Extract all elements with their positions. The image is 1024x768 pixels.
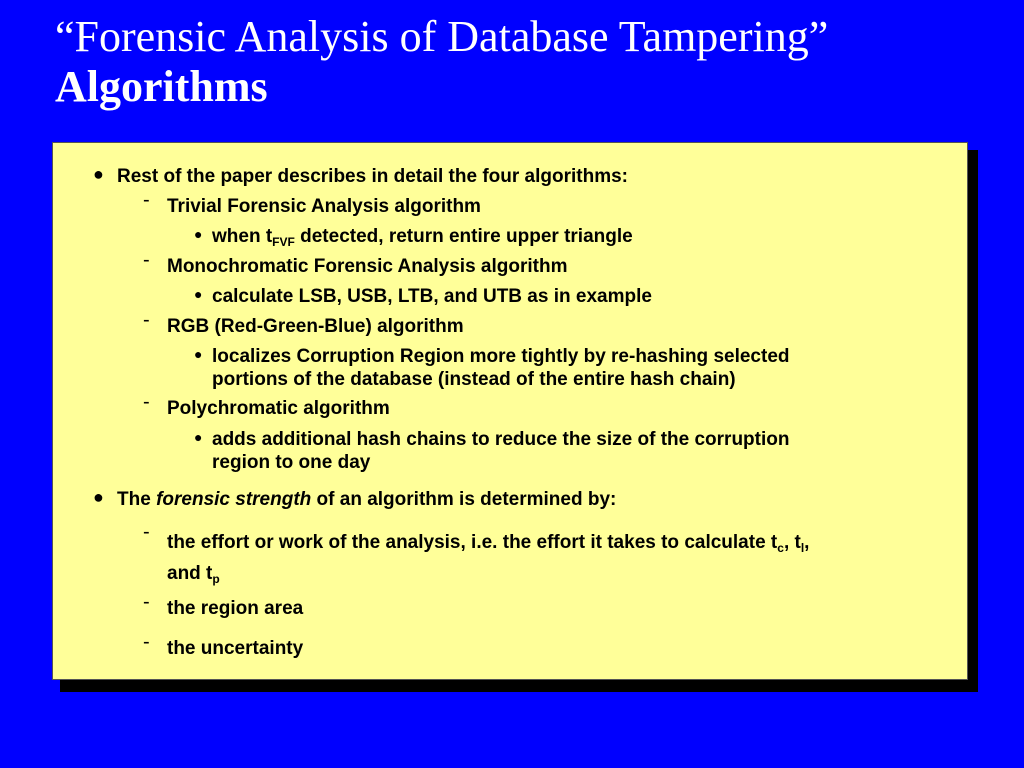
- detail-text-line2: portions of the database (instead of the entire hash chain): [212, 369, 736, 390]
- small-dot-icon: ●: [194, 346, 203, 362]
- bullet-dot-icon: ●: [93, 487, 104, 507]
- detail-text-line1: adds additional hash chains to reduce the size of the corruption: [212, 429, 790, 450]
- detail-text-line2: region to one day: [212, 452, 371, 473]
- bullet-text: [117, 488, 616, 511]
- dash-icon: -: [143, 521, 150, 543]
- dash-icon: -: [143, 591, 150, 613]
- emphasis-term: forensic strength: [156, 489, 312, 510]
- bullet-list: [53, 143, 967, 679]
- bullet-algorithms: [93, 164, 628, 188]
- detail-text: [212, 225, 633, 248]
- subscript-l: l: [800, 541, 805, 555]
- content-panel: [52, 142, 968, 680]
- sub-bullet-monochromatic: [143, 249, 568, 278]
- bullet-dot-icon: ●: [93, 164, 104, 184]
- slide-title-line1: “Forensic Analysis of Database Tampering”: [55, 12, 829, 61]
- dash-icon: -: [143, 631, 150, 653]
- sub-bullet-uncertainty: [143, 631, 304, 660]
- sub-bullet-text-line2: [167, 559, 809, 589]
- sub-bullet-text: the uncertainty: [167, 638, 304, 659]
- detail-text-part: when t: [212, 226, 273, 247]
- bullet-text-part: of an algorithm is determined by:: [311, 489, 617, 510]
- subscript-fvf: FVF: [272, 235, 295, 249]
- small-dot-icon: ●: [194, 429, 203, 445]
- detail-rgb: [194, 345, 790, 391]
- bullet-text: Rest of the paper describes in detail the four algorithms:: [117, 166, 628, 187]
- small-dot-icon: ●: [194, 286, 203, 302]
- sub-bullet-rgb: [143, 309, 464, 338]
- sub-bullet-trivial: [143, 189, 481, 218]
- detail-text-line1: localizes Corruption Region more tightly by re-hashing selected: [212, 346, 790, 367]
- detail-polychromatic: [194, 428, 790, 474]
- detail-trivial: [194, 225, 633, 249]
- sub-bullet-text-part: , t: [783, 532, 801, 553]
- sub-bullet-region-area: [143, 591, 304, 620]
- sub-bullet-text-part: and t: [167, 563, 213, 584]
- dash-icon: -: [143, 189, 150, 211]
- sub-bullet-text: Trivial Forensic Analysis algorithm: [167, 196, 481, 217]
- detail-monochromatic: [194, 285, 652, 308]
- dash-icon: -: [143, 249, 150, 271]
- dash-icon: -: [143, 309, 150, 331]
- slide-title-line2: Algorithms: [55, 62, 268, 111]
- detail-text-part: detected, return entire upper triangle: [294, 226, 633, 247]
- sub-bullet-text-part: the effort or work of the analysis, i.e. the effort it takes to calculate t: [167, 532, 778, 553]
- slide-title: [55, 10, 828, 114]
- detail-text: calculate LSB, USB, LTB, and UTB as in example: [212, 286, 652, 307]
- sub-bullet-text-line1: [167, 527, 809, 559]
- subscript-c: c: [777, 541, 784, 555]
- sub-bullet-text: RGB (Red-Green-Blue) algorithm: [167, 316, 464, 337]
- small-dot-icon: ●: [194, 226, 203, 242]
- sub-bullet-text: Monochromatic Forensic Analysis algorithm: [167, 256, 568, 277]
- dash-icon: -: [143, 391, 150, 413]
- sub-bullet-effort: [143, 521, 810, 589]
- bullet-forensic-strength: [93, 487, 617, 511]
- sub-bullet-polychromatic: [143, 391, 390, 420]
- sub-bullet-text: Polychromatic algorithm: [167, 398, 390, 419]
- sub-bullet-text: the region area: [167, 598, 304, 619]
- subscript-p: p: [212, 572, 220, 586]
- sub-bullet-text-part: ,: [804, 532, 810, 553]
- bullet-text-part: The: [117, 489, 157, 510]
